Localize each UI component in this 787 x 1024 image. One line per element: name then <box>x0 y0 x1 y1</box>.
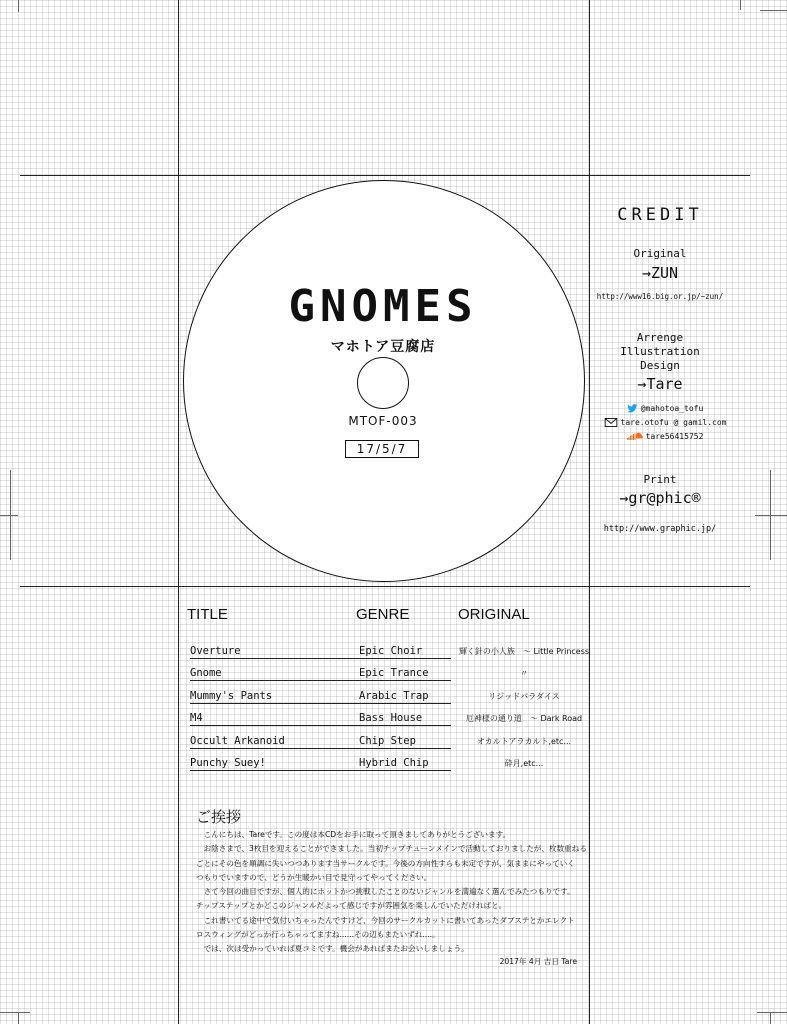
greeting-line: こんにちは、Tareです。この度は本CDをお手に取って頂きましてありがとうございます。 <box>196 830 511 839</box>
column-header-original: ORIGINAL <box>458 606 530 623</box>
email-row <box>590 418 740 427</box>
track-genre: Epic Choir <box>359 644 451 659</box>
track-original: リジッドパラダイス <box>488 692 560 701</box>
track-title: Mummy's Pants <box>190 689 360 704</box>
mail-icon <box>604 418 618 427</box>
arrange-label: Arrenge <box>636 331 684 344</box>
crop-mark <box>740 0 741 10</box>
track-row <box>190 644 590 660</box>
track-title: M4 <box>190 711 360 726</box>
track-original: オカルトアラカルト,etc... <box>476 737 572 746</box>
print-label: Print <box>643 473 677 486</box>
track-original: 〃 <box>520 669 528 678</box>
original-name: →ZUN <box>641 264 679 282</box>
print-name: →gr@phic® <box>619 489 701 507</box>
print-url: http://www.graphic.jp/ <box>603 524 717 534</box>
track-genre: Epic Trance <box>359 666 451 681</box>
email-address: tare.otofu @ gamil.com <box>620 418 727 427</box>
greeting-body <box>196 828 587 957</box>
crop-mark <box>760 10 787 11</box>
greeting-line: ロスウィングがどっか行っちゃってますね......その辺もまたいずれ....。 <box>196 930 440 940</box>
fold-line-top <box>20 175 750 176</box>
arrange-name: →Tare <box>637 375 683 393</box>
circle-name: マホトア豆腐店 <box>330 339 436 355</box>
track-genre: Hybrid Chip <box>359 756 451 771</box>
track-genre: Chip Step <box>359 734 451 749</box>
greeting-line: では、次は受かっていれば夏コミです。機会があればまたお会いしましょう。 <box>196 944 469 954</box>
track-genre: Arabic Trap <box>359 689 451 704</box>
design-label: Design <box>640 359 680 372</box>
fold-line-bottom <box>20 586 750 587</box>
crop-mark <box>755 515 787 516</box>
twitter-row <box>590 404 740 413</box>
twitter-handle: @mahotoa_tofu <box>640 404 704 413</box>
track-original: 厄神様の通り道 ～ Dark Road <box>465 714 583 723</box>
crop-mark <box>18 1012 19 1024</box>
catalog-number: MTOF-003 <box>348 414 418 428</box>
track-original: 砕月,etc... <box>504 759 544 768</box>
signature: 2017年 4月 吉日 Tare <box>499 957 577 966</box>
soundcloud-name: tare56415752 <box>645 432 704 441</box>
crop-mark <box>0 515 18 516</box>
soundcloud-row <box>590 432 740 441</box>
release-date: 17/5/7 <box>345 440 419 458</box>
greeting-line: お陰さまで、3枚目を迎えることができました。当初チップチューンメインで活動しておりましたが、枚数重ねる <box>196 844 587 854</box>
greeting-line: これ書いてる途中で気付いちゃったんですけど、今回のサークルカットに書いてあったダブステとかエレクト <box>196 915 575 925</box>
fold-line-left <box>178 0 179 1024</box>
column-header-title: TITLE <box>187 606 228 623</box>
greeting-line: さて今回の曲目ですが、個人的にホットかつ挑戦したことのないジャンルを満遍なく選んでみたつもりです。 <box>196 887 575 897</box>
track-title: Occult Arkanoid <box>190 734 360 749</box>
twitter-icon <box>627 404 638 413</box>
original-label: Original <box>633 247 687 260</box>
greeting-line: つもりでいますので、どうか生暖かい目で見守ってやってください。 <box>196 872 432 882</box>
track-row <box>190 756 590 772</box>
track-row <box>190 689 590 705</box>
greeting-line: ごとにその色を順調に失いつつあります当サークルです。今後の方向性すらも未定ですが、気ままにやっていく <box>196 858 575 868</box>
crop-mark <box>0 1012 30 1013</box>
track-row <box>190 734 590 750</box>
soundcloud-icon <box>627 432 643 441</box>
track-title: Gnome <box>190 666 360 681</box>
greeting-heading: ご挨拶 <box>196 808 242 826</box>
crop-mark <box>770 1012 771 1024</box>
track-row <box>190 666 590 682</box>
crop-mark <box>770 470 771 560</box>
original-url: http://www16.big.or.jp/~zun/ <box>596 292 724 301</box>
track-title: Punchy Suey! <box>190 756 360 771</box>
disc-center-hole <box>357 357 409 409</box>
illustration-label: Illustration <box>620 345 700 358</box>
disc-title: GNOMES <box>288 281 478 332</box>
track-genre: Bass House <box>359 711 451 726</box>
crop-mark <box>18 0 19 12</box>
track-title: Overture <box>190 644 360 659</box>
track-row <box>190 711 590 727</box>
greeting-line: チップステップとかどこのジャンルだよって感じですが雰囲気を楽しんでいただければと。 <box>196 901 507 911</box>
credit-heading: CREDIT <box>617 205 703 225</box>
track-original: 輝く針の小人族 ～ Little Princess <box>458 647 590 656</box>
crop-mark <box>10 470 11 560</box>
fold-line-right <box>589 0 590 1024</box>
column-header-genre: GENRE <box>356 606 410 623</box>
crop-mark <box>757 1012 787 1013</box>
